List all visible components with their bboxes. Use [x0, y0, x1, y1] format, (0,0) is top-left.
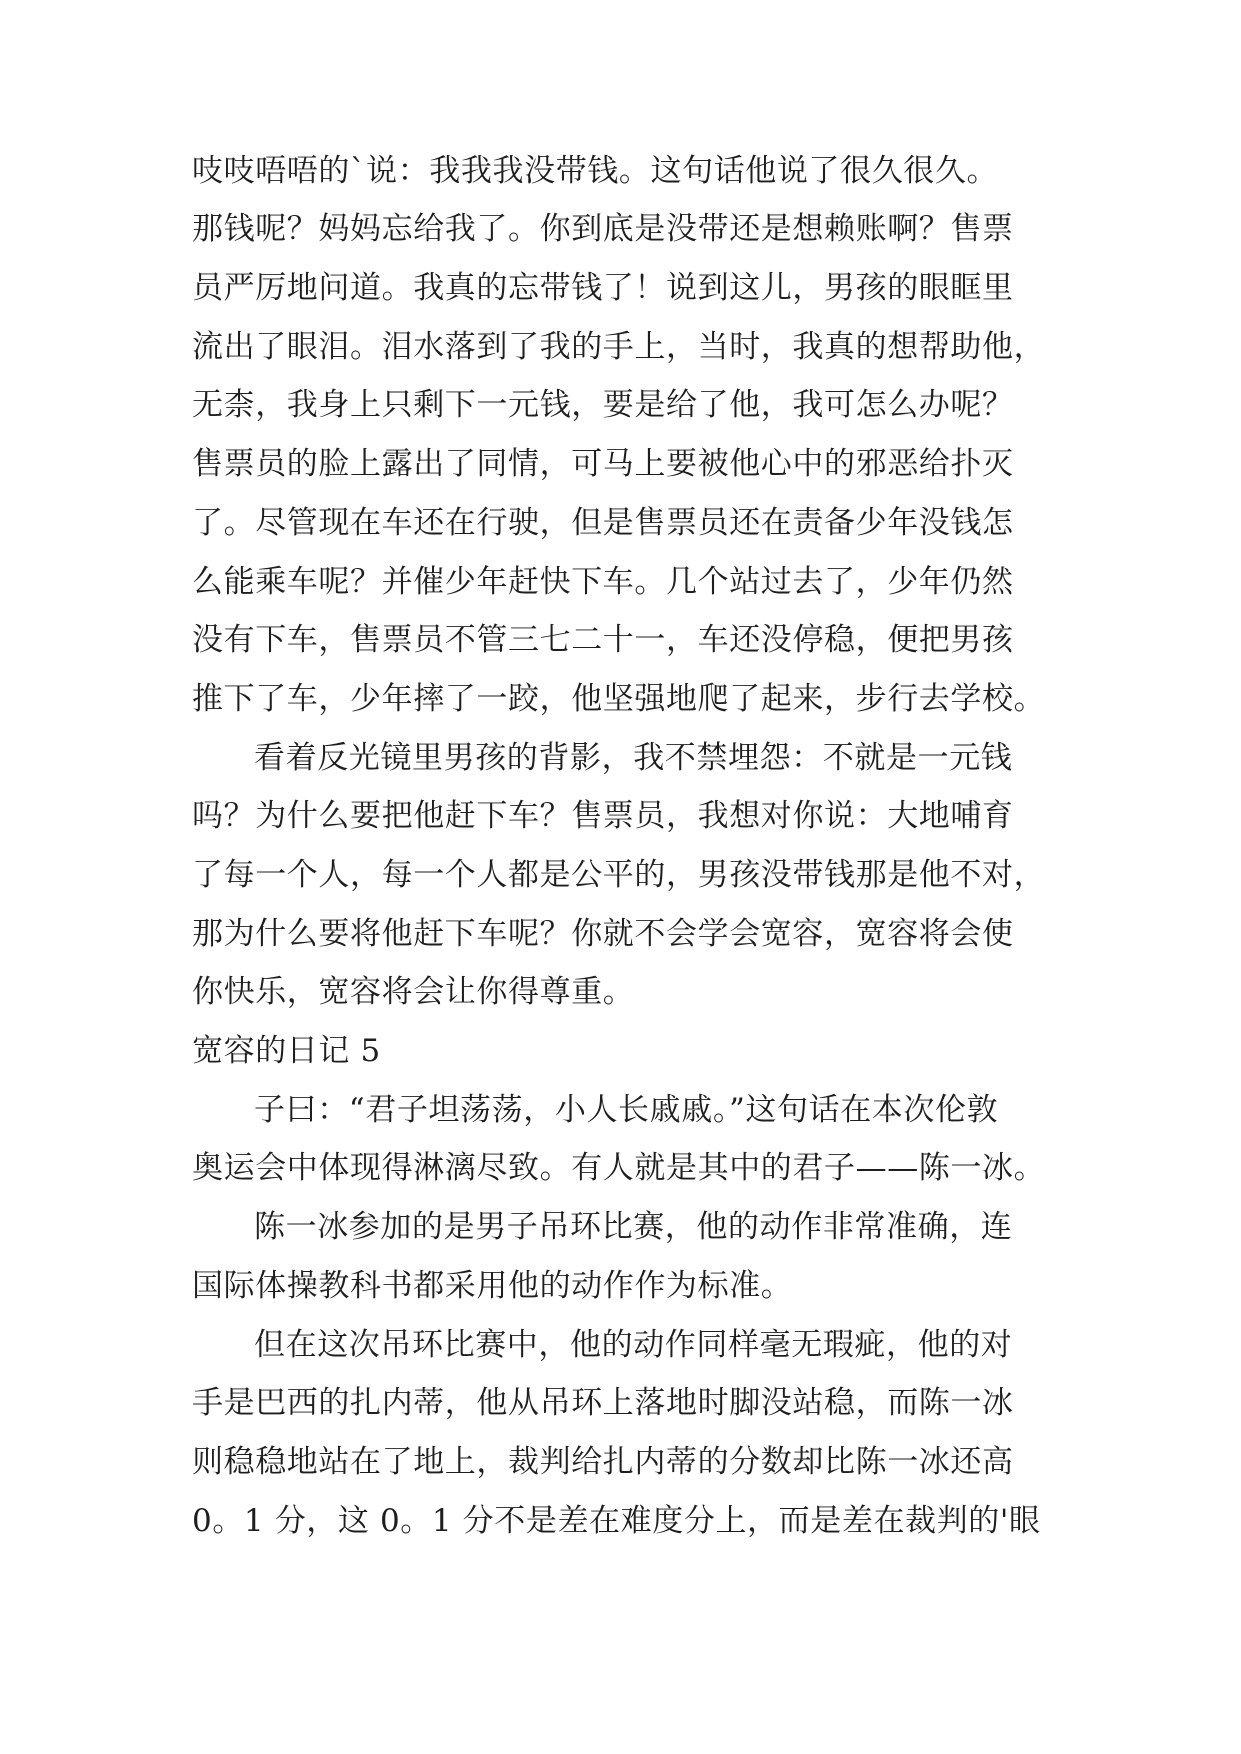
text-line: 了。尽管现在车还在行驶，但是售票员还在责备少年没钱怎 — [192, 505, 1014, 541]
paragraph-first-line: 看着反光镜里男孩的背影，我不禁埋怨：不就是一元钱 — [254, 740, 1013, 776]
text-line: 手是巴西的扎内蒂，他从吊环上落地时脚没站稳，而陈一冰 — [192, 1385, 1014, 1421]
text-line: 没有下车，售票员不管三七二十一，车还没停稳，便把男孩 — [192, 622, 1014, 658]
text-line: 吱吱唔唔的`说：我我我没带钱。这句话他说了很久很久。 — [192, 153, 999, 189]
text-line: 无柰，我身上只剩下一元钱，要是给了他，我可怎么办呢？ — [192, 387, 1014, 423]
text-line: 则稳稳地站在了地上，裁判给扎内蒂的分数却比陈一冰还高 — [192, 1444, 1014, 1480]
text-line: 推下了车，少年摔了一跤，他坚强地爬了起来，步行去学校。 — [192, 681, 1046, 717]
paragraph-first-line: 子曰：“君子坦荡荡，小人长戚戚。”这句话在本次伦敦 — [254, 1092, 999, 1128]
text-line: 你快乐，宽容将会让你得尊重。 — [192, 974, 635, 1010]
text-line: 奥运会中体现得淋漓尽致。有人就是其中的君子——陈一冰。 — [192, 1150, 1046, 1186]
text-line: 员严厉地问道。我真的忘带钱了！说到这儿，男孩的眼眶里 — [192, 270, 1014, 306]
text-line: 了每一个人，每一个人都是公平的，男孩没带钱那是他不对， — [192, 857, 1046, 893]
text-line: 0。1 分，这 0。1 分不是差在难度分上，而是差在裁判的'眼 — [192, 1503, 1041, 1539]
section-heading: 宽容的日记 5 — [192, 1033, 381, 1069]
paragraph-first-line: 但在这次吊环比赛中，他的动作同样毫无瑕疵，他的对 — [254, 1327, 1013, 1363]
paragraph-first-line: 陈一冰参加的是男子吊环比赛，他的动作非常准确，连 — [254, 1209, 1013, 1245]
text-line: 么能乘车呢？并催少年赶快下车。几个站过去了，少年仍然 — [192, 564, 1014, 600]
text-line: 流出了眼泪。泪水落到了我的手上，当时，我真的想帮助他， — [192, 329, 1046, 365]
text-line: 那钱呢？妈妈忘给我了。你到底是没带还是想赖账啊？售票 — [192, 211, 1014, 247]
text-line: 国际体操教科书都采用他的动作作为标准。 — [192, 1268, 793, 1304]
text-line: 那为什么要将他赶下车呢？你就不会学会宽容，宽容将会使 — [192, 916, 1014, 952]
text-line: 吗？为什么要把他赶下车？售票员，我想对你说：大地哺育 — [192, 798, 1014, 834]
text-line: 售票员的脸上露出了同情，可马上要被他心中的邪恶给扑灭 — [192, 446, 1014, 482]
